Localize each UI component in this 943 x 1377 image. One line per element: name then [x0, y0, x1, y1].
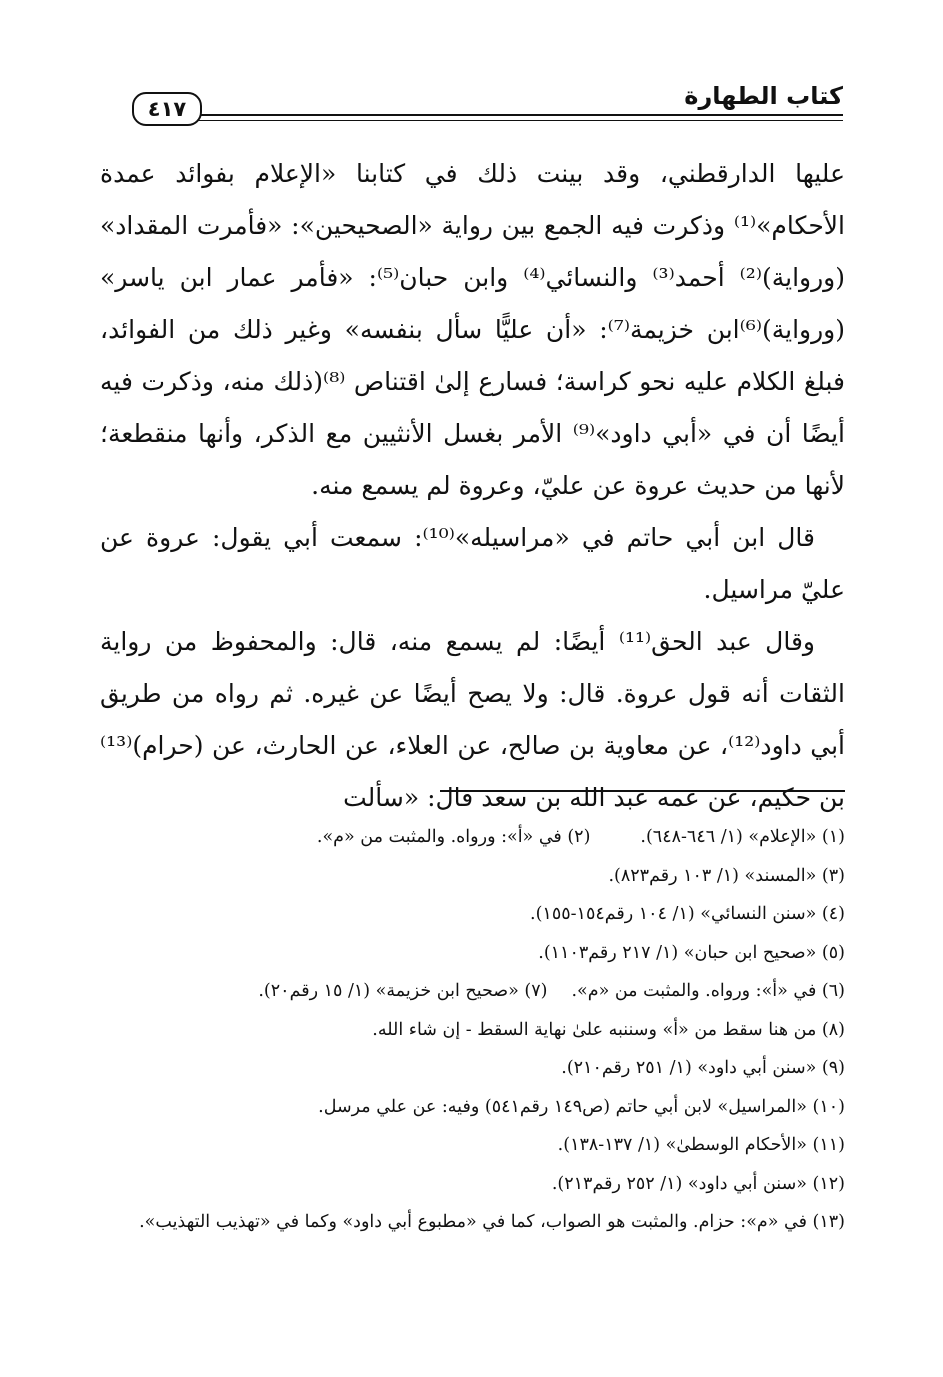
footnote: (٩) «سنن أبي داود» (١/ ٢٥١ رقم٢١٠).	[561, 1058, 845, 1078]
main-text	[100, 148, 845, 824]
footnote: (١٢) «سنن أبي داود» (١/ ٢٥٢ رقم٢١٣).	[551, 1173, 845, 1194]
paragraph: قال ابن أبي حاتم في «مراسيله»⁽¹⁰⁾: سمعت أبي يقول: عروة عن عليّ مراسيل.	[100, 523, 845, 604]
page-header	[100, 80, 843, 124]
footnote: (٦) في «أ»: ورواه. والمثبت من «م».	[571, 981, 845, 1001]
footnote: (٢) في «أ»: ورواه. والمثبت من «م».	[316, 827, 591, 847]
footnote: (١) «الإعلام» (١/ ٦٤٦-٦٤٨).	[640, 827, 845, 847]
header-rule-thin	[170, 120, 843, 121]
footnote: (٨) من هنا سقط من «أ» وسننبه علىٰ نهاية السقط - إن شاء الله.	[372, 1019, 845, 1040]
footnote: (٧) «صحيح ابن خزيمة» (١/ ١٥ رقم٢٠).	[258, 981, 548, 1001]
footnotes	[100, 818, 845, 1242]
page-number: ٤١٧	[132, 92, 202, 126]
footnote: (٣) «المسند» (١/ ١٠٣ رقم٨٢٣).	[608, 865, 845, 886]
footnote-separator	[440, 790, 845, 792]
paragraph: عليها الدارقطني، وقد بينت ذلك في كتابنا «الإعلام بفوائد عمدة الأحكام»⁽¹⁾ وذكرت فيه الجمع بين رواية «الصحيحين»: «فأمرت المقداد» (ورواية)⁽²⁾ أحمد⁽³⁾ والنسائي⁽⁴⁾ وابن حبان⁽⁵⁾: «فأمر عمار ابن ياسر» (ورواية)⁽⁶⁾ابن خزيمة⁽⁷⁾: «أن عليًّا سأل بنفسه» وغير ذلك من الفوائد، فبلغ الكلام عليه نحو كراسة؛ فسارع إلىٰ اقتناص ⁽⁸⁾(ذلك منه، وذكرت فيه أيضًا أن في «أبي داود»⁽⁹⁾ الأمر بغسل الأنثيين مع الذكر، وأنها منقطعة؛ لأنها من حديث عروة عن عليّ، وعروة لم يسمع منه.	[100, 159, 846, 500]
paragraph: وقال عبد الحق⁽¹¹⁾ أيضًا: لم يسمع منه، قال: والمحفوظ من رواية الثقات أنه قول عروة. قال: ولا يصح أيضًا عن غيره. ثم رواه من طريق أبي داود⁽¹²⁾، عن معاوية بن صالح، عن العلاء، عن الحارث، عن (حرام)⁽¹³⁾ بن حكيم، عن عمه عبد الله بن سعد قال: «سألت	[100, 627, 845, 812]
footnote: (٤) «سنن النسائي» (١/ ١٠٤ رقم١٥٤-١٥٥).	[530, 904, 845, 924]
running-title: كتاب الطهارة	[684, 82, 843, 110]
footnote-row	[100, 972, 845, 1011]
header-rule	[170, 114, 843, 116]
footnote: (١١) «الأحكام الوسطىٰ» (١/ ١٣٧-١٣٨).	[557, 1135, 845, 1155]
footnote: (١٣) في «م»: حزام. والمثبت هو الصواب، كما في «مطبوع أبي داود» وكما في «تهذيب التهذيب».	[139, 1212, 845, 1232]
footnote: (١٠) «المراسيل» لابن أبي حاتم (ص١٤٩ رقم٥٤١) وفيه: عن علي مرسل.	[318, 1096, 845, 1117]
footnote-row	[100, 818, 845, 857]
footnote: (٥) «صحيح ابن حبان» (١/ ٢١٧ رقم١١٠٣).	[538, 942, 845, 963]
